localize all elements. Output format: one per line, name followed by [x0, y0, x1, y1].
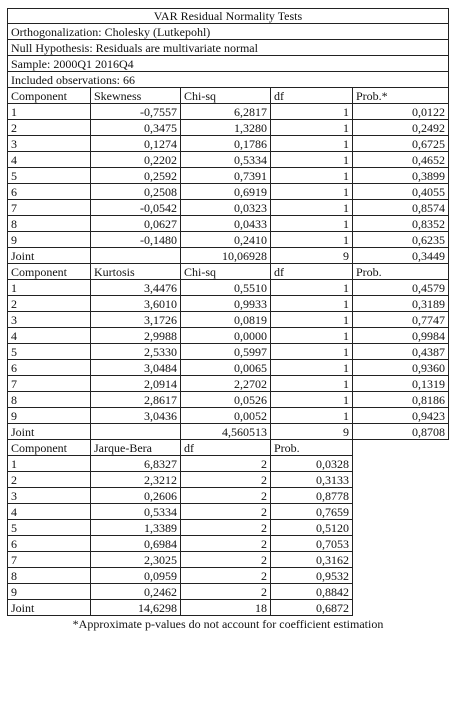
table-cell: 2 [181, 504, 271, 520]
table-cell: 5 [7, 520, 91, 536]
table-row [7, 168, 449, 184]
table-cell: 0,8778 [271, 488, 353, 504]
table-cell: 0,3133 [271, 472, 353, 488]
table-cell: 0,6919 [181, 184, 271, 200]
table-cell: 6 [7, 360, 91, 376]
table-cell: 2 [181, 584, 271, 600]
table-cell: 2,9988 [91, 328, 181, 344]
table-cell: 0,0959 [91, 568, 181, 584]
table-cell: 3 [7, 488, 91, 504]
orthogonalization-line: Orthogonalization: Cholesky (Lutkepohl) [7, 24, 449, 40]
table-cell: 2 [181, 568, 271, 584]
table-cell: 6 [7, 536, 91, 552]
table-cell: 0,3475 [91, 120, 181, 136]
table-row [7, 472, 449, 488]
table-cell: 0,5120 [271, 520, 353, 536]
table-cell: 1 [271, 152, 353, 168]
table-cell: 0,0819 [181, 312, 271, 328]
header-row [7, 88, 449, 104]
table-cell: 3,0484 [91, 360, 181, 376]
table-cell: 1 [271, 184, 353, 200]
table-cell: 3,6010 [91, 296, 181, 312]
table-cell: 1 [271, 120, 353, 136]
table-cell: 0,9933 [181, 296, 271, 312]
table-cell: 2,2702 [181, 376, 271, 392]
table-row [7, 520, 449, 536]
table-cell: 0,8574 [353, 200, 449, 216]
table-cell: 0,6872 [271, 600, 353, 616]
table-cell: 0,0433 [181, 216, 271, 232]
table-cell [91, 424, 181, 440]
table-cell: 2 [7, 120, 91, 136]
table-cell: 0,2606 [91, 488, 181, 504]
table-cell: 0,6725 [353, 136, 449, 152]
column-header: Prob. [271, 440, 353, 456]
column-header: Jarque-Bera [91, 440, 181, 456]
table-row [7, 312, 449, 328]
table-cell: 1 [271, 280, 353, 296]
table-row [7, 536, 449, 552]
table-cell: 1 [271, 216, 353, 232]
table-cell: 9 [271, 248, 353, 264]
table-cell: 0,8708 [353, 424, 449, 440]
table-cell: 0,0627 [91, 216, 181, 232]
table-cell: 0,9532 [271, 568, 353, 584]
table-cell: 0,2410 [181, 232, 271, 248]
table-cell: 0,6235 [353, 232, 449, 248]
table-cell: 0,0526 [181, 392, 271, 408]
table-cell: 2 [181, 520, 271, 536]
table-cell: 2,8617 [91, 392, 181, 408]
table-cell: -0,1480 [91, 232, 181, 248]
sample-line: Sample: 2000Q1 2016Q4 [7, 56, 449, 72]
table-cell: 2,5330 [91, 344, 181, 360]
table-cell: 0,4579 [353, 280, 449, 296]
table-cell: 0,4055 [353, 184, 449, 200]
table-cell: 7 [7, 200, 91, 216]
table-cell: 2 [181, 552, 271, 568]
table-cell: 1,3280 [181, 120, 271, 136]
table-cell: 8 [7, 392, 91, 408]
table-row [7, 408, 449, 424]
table-cell: 0,4652 [353, 152, 449, 168]
jarque-bera-section [7, 440, 449, 616]
footnote: *Approximate p-values do not account for coefficient estimation [72, 617, 384, 631]
table-cell: 7 [7, 552, 91, 568]
table-cell: 3,1726 [91, 312, 181, 328]
table-cell: 1 [7, 280, 91, 296]
table-cell: 3 [7, 136, 91, 152]
table-cell: 0,7391 [181, 168, 271, 184]
table-cell: 9 [7, 584, 91, 600]
table-cell: 1 [271, 200, 353, 216]
table-row [7, 344, 449, 360]
table-cell: 6,8327 [91, 456, 181, 472]
table-cell: 14,6298 [91, 600, 181, 616]
column-header: df [181, 440, 271, 456]
table-cell: 2 [181, 472, 271, 488]
table-row [7, 504, 449, 520]
column-header: Chi-sq [181, 88, 271, 104]
table-cell: 0,9360 [353, 360, 449, 376]
column-header: Chi-sq [181, 264, 271, 280]
header-row [7, 264, 449, 280]
table-cell: -0,0542 [91, 200, 181, 216]
table-row [7, 456, 449, 472]
table-cell [91, 248, 181, 264]
joint-row [7, 600, 449, 616]
table-cell: 0,6984 [91, 536, 181, 552]
table-cell: 1 [271, 136, 353, 152]
column-header: Component [7, 88, 91, 104]
table-cell: 1 [271, 344, 353, 360]
table-cell: 0,5510 [181, 280, 271, 296]
table-cell: 0,8352 [353, 216, 449, 232]
table-row [7, 376, 449, 392]
header-row [7, 440, 449, 456]
table-cell: 5 [7, 168, 91, 184]
table-cell: 1 [271, 328, 353, 344]
table-cell: 0,1786 [181, 136, 271, 152]
table-cell: 0,8842 [271, 584, 353, 600]
table-cell: 1,3389 [91, 520, 181, 536]
table-cell: 0,3899 [353, 168, 449, 184]
table-cell: 0,2592 [91, 168, 181, 184]
table-cell: 1 [271, 104, 353, 120]
skewness-section [7, 88, 449, 264]
table-cell: 2 [181, 536, 271, 552]
table-cell: 0,3449 [353, 248, 449, 264]
table-cell: 2 [181, 456, 271, 472]
column-header: Kurtosis [91, 264, 181, 280]
table-cell: 3,0436 [91, 408, 181, 424]
column-header: Component [7, 440, 91, 456]
table-cell: 9 [7, 232, 91, 248]
table-cell: -0,7557 [91, 104, 181, 120]
table-cell: 18 [181, 600, 271, 616]
table-cell: 8 [7, 216, 91, 232]
table-cell: Joint [7, 600, 91, 616]
table-cell: 10,06928 [181, 248, 271, 264]
table-cell: 9 [271, 424, 353, 440]
table-cell: 0,5997 [181, 344, 271, 360]
column-header: Skewness [91, 88, 181, 104]
table-row [7, 328, 449, 344]
table-cell: 0,1274 [91, 136, 181, 152]
table-row [7, 216, 449, 232]
table-cell: 0,0052 [181, 408, 271, 424]
table-cell: 2 [7, 472, 91, 488]
column-header: Prob. [353, 264, 449, 280]
table-cell: 0,0323 [181, 200, 271, 216]
table-row [7, 136, 449, 152]
column-header: df [271, 88, 353, 104]
table-row [7, 120, 449, 136]
table-cell: 0,0000 [181, 328, 271, 344]
table-cell: 0,2508 [91, 184, 181, 200]
table-row [7, 232, 449, 248]
table-row [7, 488, 449, 504]
table-row [7, 392, 449, 408]
table-cell: 7 [7, 376, 91, 392]
table-cell: 6 [7, 184, 91, 200]
normality-test-table [7, 8, 449, 630]
table-cell: 0,4387 [353, 344, 449, 360]
kurtosis-section [7, 264, 449, 440]
table-cell: 5 [7, 344, 91, 360]
table-cell: 1 [7, 104, 91, 120]
table-cell: 4 [7, 152, 91, 168]
table-cell: Joint [7, 424, 91, 440]
table-cell: 4 [7, 328, 91, 344]
null-hypothesis-line: Null Hypothesis: Residuals are multivariate normal [7, 40, 449, 56]
table-cell: 0,7053 [271, 536, 353, 552]
table-cell: 0,9984 [353, 328, 449, 344]
table-cell: 1 [271, 376, 353, 392]
column-header: Component [7, 264, 91, 280]
table-cell: 8 [7, 568, 91, 584]
table-cell: 2 [181, 488, 271, 504]
column-header: df [271, 264, 353, 280]
table-row [7, 200, 449, 216]
table-cell: 4 [7, 504, 91, 520]
table-cell: 0,0065 [181, 360, 271, 376]
table-row [7, 104, 449, 120]
table-cell: 0,1319 [353, 376, 449, 392]
table-cell: 2,3212 [91, 472, 181, 488]
table-row [7, 360, 449, 376]
table-cell: 0,5334 [91, 504, 181, 520]
table-cell: 0,3162 [271, 552, 353, 568]
table-row [7, 552, 449, 568]
table-cell: 1 [271, 168, 353, 184]
observations-line: Included observations: 66 [7, 72, 449, 88]
table-cell: 0,2462 [91, 584, 181, 600]
table-cell: Joint [7, 248, 91, 264]
joint-row [7, 424, 449, 440]
table-cell: 3,4476 [91, 280, 181, 296]
column-header: Prob.* [353, 88, 449, 104]
table-cell: 3 [7, 312, 91, 328]
joint-row [7, 248, 449, 264]
table-row [7, 296, 449, 312]
table-cell: 0,5334 [181, 152, 271, 168]
table-row [7, 568, 449, 584]
table-cell: 0,0122 [353, 104, 449, 120]
table-cell: 0,2202 [91, 152, 181, 168]
table-cell: 1 [271, 296, 353, 312]
table-row [7, 280, 449, 296]
table-title: VAR Residual Normality Tests [7, 8, 449, 24]
table-cell: 0,7659 [271, 504, 353, 520]
table-cell: 0,9423 [353, 408, 449, 424]
table-row [7, 184, 449, 200]
table-cell: 4,560513 [181, 424, 271, 440]
table-row [7, 584, 449, 600]
table-cell: 0,0328 [271, 456, 353, 472]
table-cell: 0,7747 [353, 312, 449, 328]
table-cell: 6,2817 [181, 104, 271, 120]
table-cell: 1 [271, 392, 353, 408]
table-cell: 1 [271, 408, 353, 424]
table-cell: 1 [271, 312, 353, 328]
table-cell: 1 [271, 360, 353, 376]
table-cell: 1 [271, 232, 353, 248]
table-row [7, 152, 449, 168]
table-cell: 0,3189 [353, 296, 449, 312]
table-cell: 9 [7, 408, 91, 424]
table-cell: 2,0914 [91, 376, 181, 392]
table-cell: 1 [7, 456, 91, 472]
table-cell: 2 [7, 296, 91, 312]
table-cell: 0,8186 [353, 392, 449, 408]
table-cell: 0,2492 [353, 120, 449, 136]
table-cell: 2,3025 [91, 552, 181, 568]
